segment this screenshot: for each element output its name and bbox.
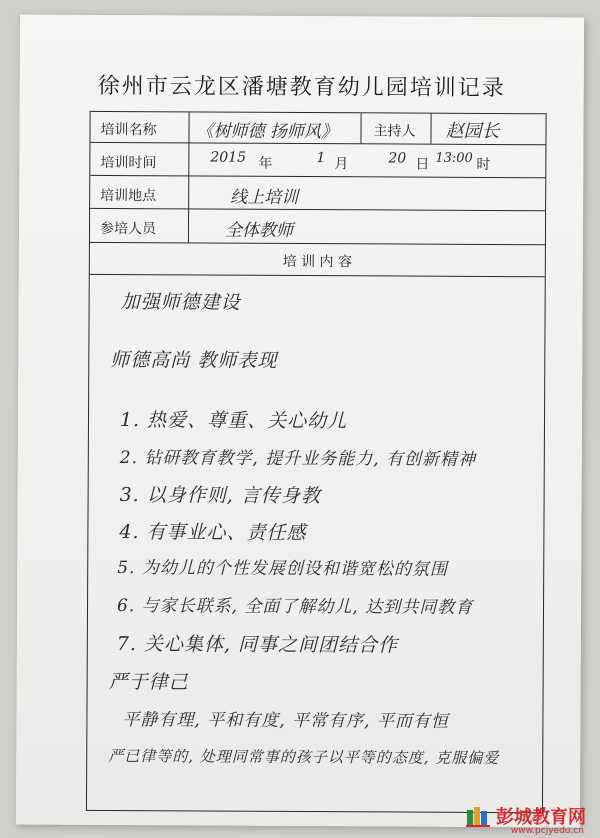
time-hour-unit: 时 — [476, 156, 491, 173]
content-line: 2. 钻研教育教学, 提升业务能力, 有创新精神 — [119, 448, 477, 470]
time-year: 2015 — [210, 149, 247, 166]
content-line: 严于律己 — [108, 671, 189, 694]
content-line: 师德高尚 教师表现 — [110, 349, 278, 372]
content-line: 3. 以身作则, 言传身教 — [119, 484, 321, 508]
time-day: 20 — [388, 150, 407, 167]
participants-value: 全体教师 — [224, 220, 294, 241]
time-month: 1 — [316, 150, 326, 167]
watermark-url: www.pcjyedu.cn — [510, 826, 584, 836]
content-line: 平静有理, 平和有度, 平常有序, 平而有恒 — [122, 710, 449, 732]
training-place-label: 培训地点 — [100, 187, 157, 205]
training-place-value: 线上培训 — [230, 187, 299, 208]
watermark-name: 彭城教育网 — [496, 807, 586, 828]
page-title: 徐州市云龙区潘塘教育幼儿园培训记录 — [97, 73, 506, 102]
participants-label: 参培人员 — [99, 220, 157, 238]
training-name-label: 培训名称 — [100, 121, 157, 139]
row-divider — [90, 242, 545, 245]
time-hour: 13:00 — [435, 150, 473, 166]
row-divider — [90, 274, 545, 277]
content-line: 加强师德建设 — [120, 291, 241, 314]
column-divider — [360, 113, 361, 143]
content-header: 培 训 内 容 — [282, 253, 353, 271]
row-divider — [90, 208, 545, 211]
content-line: 7. 关心集体, 同事之间团结合作 — [116, 633, 399, 657]
time-year-unit: 年 — [258, 155, 273, 172]
content-line: 6. 与家长联系, 全面了解幼儿, 达到共同教育 — [116, 596, 474, 618]
training-time-label: 培训时间 — [100, 154, 157, 172]
content-line: 4. 有事业心、责任感 — [119, 521, 307, 545]
column-divider — [430, 114, 431, 144]
time-day-unit: 日 — [415, 156, 430, 173]
training-name-value: 《树师德 扬师风》 — [196, 121, 338, 143]
time-month-unit: 月 — [334, 156, 349, 173]
host-label: 主持人 — [373, 123, 416, 140]
content-line: 5. 为幼儿的个性发展创设和谐宽松的氛围 — [117, 558, 448, 580]
books-logo-icon — [466, 804, 492, 828]
content-line: 严已律等的, 处理同常事的孩子以平等的态度, 克服偏爱 — [108, 747, 500, 768]
content-line: 1. 热爱、尊重、关心幼儿 — [119, 409, 348, 433]
host-value: 赵园长 — [445, 120, 500, 143]
record-sheet — [16, 15, 584, 828]
column-divider — [188, 112, 190, 242]
row-divider — [90, 175, 545, 178]
